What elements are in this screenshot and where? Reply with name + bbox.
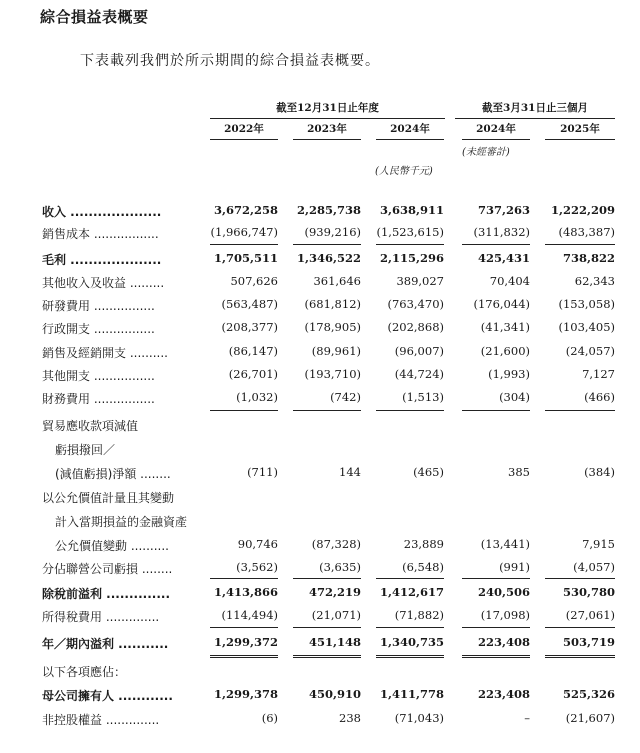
row-label: 貿易應收款項減值 <box>42 419 139 433</box>
column-header-2022: 2022年 <box>210 121 278 140</box>
subtotal-rule <box>376 627 444 628</box>
table-row <box>0 684 640 707</box>
subtotal-rule <box>293 244 361 245</box>
table-cell: 7,127 <box>582 367 615 381</box>
table-cell: 1,705,511 <box>213 251 278 265</box>
table-cell: 1,412,617 <box>379 585 444 599</box>
table-cell: 503,719 <box>562 635 615 649</box>
table-row <box>0 534 640 557</box>
table-cell: 738,822 <box>562 251 615 265</box>
table-cell: 223,408 <box>477 635 530 649</box>
row-label: 母公司擁有人 ............ <box>42 689 173 703</box>
table-cell: (681,812) <box>304 297 361 311</box>
subtotal-rule <box>293 410 361 411</box>
table-cell: (21,607) <box>565 711 615 725</box>
table-row <box>0 271 640 294</box>
table-row <box>0 414 640 437</box>
table-cell: (27,061) <box>565 608 615 622</box>
table-cell: 3,638,911 <box>379 203 444 217</box>
table-row <box>0 708 640 731</box>
table-row <box>0 605 640 628</box>
table-cell: 389,027 <box>396 274 444 288</box>
table-cell: (1,966,747) <box>210 225 278 239</box>
table-cell: 90,746 <box>237 537 278 551</box>
row-label: 以公允價值計量且其變動 <box>42 491 175 505</box>
row-label: 研發費用 ................ <box>42 299 155 313</box>
subtotal-rule <box>376 410 444 411</box>
subtotal-rule <box>376 244 444 245</box>
table-cell: (1,993) <box>488 367 530 381</box>
table-cell: 2,285,738 <box>296 203 361 217</box>
quarter-group-header: 截至3月31日止三個月 <box>455 100 615 119</box>
table-cell: (153,058) <box>558 297 615 311</box>
table-cell: (71,882) <box>394 608 444 622</box>
row-label: 其他收入及收益 ......... <box>42 276 165 290</box>
table-cell: (763,470) <box>387 297 444 311</box>
table-cell: 472,219 <box>308 585 361 599</box>
subtotal-rule <box>545 410 615 411</box>
row-label: 年／期內溢利 ........... <box>42 637 169 651</box>
table-row <box>0 364 640 387</box>
row-label: 財務費用 ................ <box>42 392 155 406</box>
row-label: 收入 .................... <box>42 205 162 219</box>
subtotal-rule <box>545 244 615 245</box>
table-cell: (1,523,615) <box>376 225 444 239</box>
table-cell: 144 <box>339 465 361 479</box>
table-cell: (304) <box>499 390 530 404</box>
table-cell: (1,513) <box>402 390 444 404</box>
row-label: (減值虧損)淨額 ........ <box>55 467 171 481</box>
table-cell: 425,431 <box>477 251 530 265</box>
table-cell: (193,710) <box>304 367 361 381</box>
table-cell: (466) <box>584 390 615 404</box>
subtotal-rule <box>462 627 530 628</box>
table-cell: (563,487) <box>221 297 278 311</box>
table-cell: (991) <box>499 560 530 574</box>
double-underline <box>293 655 361 658</box>
table-cell: (17,098) <box>480 608 530 622</box>
table-cell: 530,780 <box>562 585 615 599</box>
table-cell: 1,413,866 <box>213 585 278 599</box>
table-cell: (742) <box>330 390 361 404</box>
table-row <box>0 462 640 485</box>
row-label: 以下各項應佔： <box>42 665 127 679</box>
subtotal-rule <box>462 410 530 411</box>
table-cell: 1,346,522 <box>296 251 361 265</box>
table-cell: (208,377) <box>221 320 278 334</box>
table-cell: (103,405) <box>558 320 615 334</box>
table-cell: – <box>524 711 530 725</box>
subtotal-rule <box>210 410 278 411</box>
table-cell: 525,326 <box>562 687 615 701</box>
table-cell: 1,299,378 <box>213 687 278 701</box>
table-cell: (4,057) <box>573 560 615 574</box>
table-cell: 2,115,296 <box>379 251 444 265</box>
subtotal-rule <box>462 244 530 245</box>
row-label: 所得稅費用 .............. <box>42 610 160 624</box>
year-group-header: 截至12月31日止年度 <box>210 100 445 119</box>
table-row <box>0 294 640 317</box>
subtotal-rule <box>293 627 361 628</box>
table-cell: (384) <box>584 465 615 479</box>
subtotal-rule <box>545 627 615 628</box>
subtotal-rule <box>210 627 278 628</box>
table-cell: (71,043) <box>394 711 444 725</box>
subtotal-rule <box>376 578 444 579</box>
table-cell: (13,441) <box>480 537 530 551</box>
row-label: 計入當期損益的金融資產 <box>55 515 188 529</box>
double-underline <box>545 655 615 658</box>
table-cell: (6,548) <box>402 560 444 574</box>
table-cell: 361,646 <box>313 274 361 288</box>
table-cell: 737,263 <box>477 203 530 217</box>
table-cell: (1,032) <box>236 390 278 404</box>
section-title: 綜合損益表概要 <box>40 8 149 26</box>
table-cell: (483,387) <box>558 225 615 239</box>
table-cell: 451,148 <box>308 635 361 649</box>
table-cell: (939,216) <box>304 225 361 239</box>
table-cell: 1,411,778 <box>379 687 444 701</box>
table-cell: (311,832) <box>473 225 530 239</box>
row-label: 除稅前溢利 .............. <box>42 587 170 601</box>
table-cell: (6) <box>261 711 278 725</box>
table-cell: 1,299,372 <box>213 635 278 649</box>
table-cell: (41,341) <box>480 320 530 334</box>
subtotal-rule <box>462 578 530 579</box>
table-cell: 240,506 <box>477 585 530 599</box>
table-row <box>0 582 640 605</box>
table-cell: (26,701) <box>228 367 278 381</box>
column-header-2023: 2023年 <box>293 121 361 140</box>
double-underline <box>462 655 530 658</box>
table-cell: 3,672,258 <box>213 203 278 217</box>
table-cell: (96,007) <box>394 344 444 358</box>
table-row <box>0 248 640 271</box>
column-header-q-2024: 2024年 <box>462 121 530 140</box>
table-cell: 23,889 <box>403 537 444 551</box>
subtotal-rule <box>210 578 278 579</box>
table-cell: 1,222,209 <box>550 203 615 217</box>
table-cell: 1,340,735 <box>379 635 444 649</box>
row-label: 非控股權益 .............. <box>42 713 160 727</box>
intro-text: 下表載列我們於所示期間的綜合損益表概要。 <box>80 53 380 69</box>
table-cell: 238 <box>339 711 361 725</box>
table-row <box>0 632 640 655</box>
subtotal-rule <box>210 244 278 245</box>
table-cell: (3,562) <box>236 560 278 574</box>
table-cell: (3,635) <box>319 560 361 574</box>
table-row <box>0 486 640 509</box>
table-cell: 450,910 <box>308 687 361 701</box>
table-cell: 223,408 <box>477 687 530 701</box>
table-row <box>0 317 640 340</box>
row-label: 銷售成本 ................. <box>42 227 159 241</box>
table-cell: (21,600) <box>480 344 530 358</box>
table-cell: (202,868) <box>387 320 444 334</box>
row-label: 公允價值變動 .......... <box>55 539 169 553</box>
table-cell: (178,905) <box>304 320 361 334</box>
table-row <box>0 200 640 223</box>
table-cell: (465) <box>413 465 444 479</box>
row-label: 其他開支 ................ <box>42 369 155 383</box>
table-cell: (44,724) <box>394 367 444 381</box>
table-row <box>0 341 640 364</box>
row-label: 虧損撥回／ <box>55 443 116 457</box>
column-header-q-2025: 2025年 <box>545 121 615 140</box>
row-label: 分佔聯營公司虧損 ........ <box>42 562 173 576</box>
table-cell: 62,343 <box>574 274 615 288</box>
table-cell: (89,961) <box>311 344 361 358</box>
table-row <box>0 438 640 461</box>
double-underline <box>376 655 444 658</box>
table-cell: 385 <box>508 465 530 479</box>
column-header-2024: 2024年 <box>376 121 444 140</box>
table-cell: 70,404 <box>489 274 530 288</box>
double-underline <box>210 655 278 658</box>
unit-note: (人民幣千元) <box>375 166 433 177</box>
table-cell: (176,044) <box>473 297 530 311</box>
table-cell: (711) <box>247 465 278 479</box>
unaudited-note: (未經審計) <box>462 147 510 158</box>
row-label: 銷售及經銷開支 .......... <box>42 346 168 360</box>
table-cell: (114,494) <box>221 608 278 622</box>
table-cell: (24,057) <box>565 344 615 358</box>
table-cell: 7,915 <box>582 537 615 551</box>
table-cell: (87,328) <box>311 537 361 551</box>
table-row <box>0 557 640 580</box>
table-row <box>0 660 640 683</box>
row-label: 毛利 .................... <box>42 253 162 267</box>
table-cell: (21,071) <box>311 608 361 622</box>
table-row <box>0 510 640 533</box>
table-row <box>0 222 640 245</box>
table-row <box>0 387 640 410</box>
subtotal-rule <box>293 578 361 579</box>
table-cell: (86,147) <box>228 344 278 358</box>
row-label: 行政開支 ................ <box>42 322 155 336</box>
table-cell: 507,626 <box>230 274 278 288</box>
subtotal-rule <box>545 578 615 579</box>
